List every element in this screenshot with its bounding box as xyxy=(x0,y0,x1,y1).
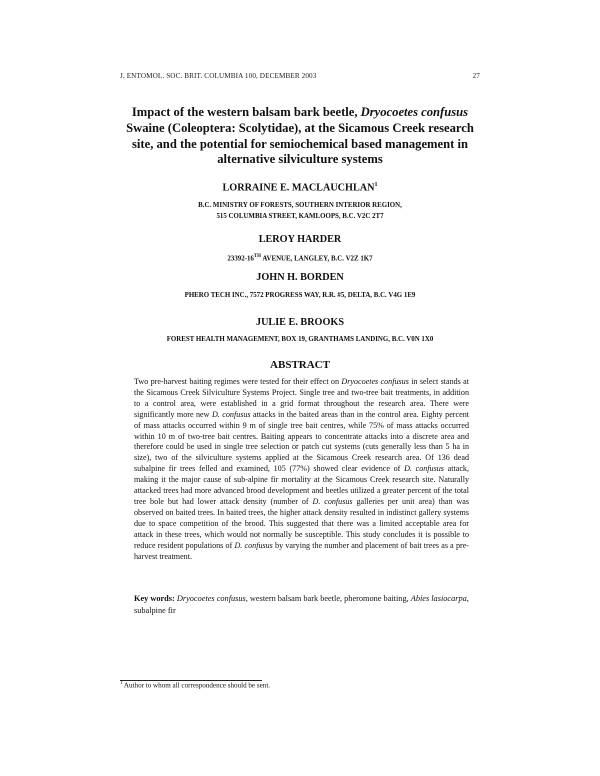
keyword-species: Abies lasiocarpa xyxy=(410,594,467,603)
keyword-species: Dryocoetes confusus xyxy=(176,594,246,603)
keywords: Key words: Dryocoetes confusus, western balsam bark beetle, pheromone baiting, Abies lasiocarpa, subalpine fir xyxy=(134,594,469,615)
author-name: LORRAINE E. MACLAUCHLAN$^1$ xyxy=(222,182,378,194)
author-name: JULIE E. BROOKS xyxy=(255,317,345,328)
title-text-rest: Swaine (Coleoptera: Scolytidae), at the Sicamous Creek research site, and the potential for semiochemical based management in alternative silviculture systems xyxy=(126,120,474,167)
species-name: Dryocoetes confusus xyxy=(341,377,409,386)
footnote: $^1$ Author to whom all correspondence should be sent. xyxy=(120,681,271,690)
footnote-marker: 1 xyxy=(120,681,123,686)
author-affiliation: 23392-16TH AVENUE, LANGLEY, B.C. V2Z 1K7 xyxy=(227,254,373,263)
species-name: D. confusus xyxy=(404,464,444,474)
page-number: 27 xyxy=(472,72,480,80)
author-affiliation: PHERO TECH INC., 7572 PROGRESS WAY, R.R. #5, DELTA, B.C. V4G 1E9 xyxy=(184,292,416,299)
author-name: JOHN H. BORDEN xyxy=(256,272,344,283)
article-title xyxy=(120,105,480,168)
journal-citation: J. ENTOMOL. SOC. BRIT. COLUMBIA 100, DECEMBER 2003 xyxy=(120,72,317,80)
species-name: D. confusus xyxy=(211,409,251,419)
abstract-heading: ABSTRACT xyxy=(270,359,330,371)
title-text: Impact of the western balsam bark beetle, xyxy=(131,105,361,119)
author-name: LEROY HARDER xyxy=(258,234,342,245)
species-name: D. confusus xyxy=(312,496,353,506)
author-affiliation: B.C. MINISTRY OF FORESTS, SOUTHERN INTERIOR REGION, 515 COLUMBIA STREET, KAMLOOPS, B.C. V2C 2T7 xyxy=(198,202,402,220)
title-species: Dryocoetes confusus xyxy=(360,105,469,119)
keywords-label: Key words: xyxy=(134,594,175,603)
abstract-body: Two pre-harvest baiting regimes were tested for their effect on Dryocoetes confusus in select stands at the Sicamous Creek Silviculture Systems Project. Single tree and two-tree bait treatments, in addition to a control area, were established in a grid format throughout the research area. There were significantly more new D. confusus attacks in the baited areas than in the control area. Eighty percent of mass attacks occurred within 9 m of single tree bait centres, while 75% of mass attacks occurred within 10 m of two-tree bait centres. Baiting appears to concentrate attacks into a discrete area and therefore could be used in single tree selection or patch cut systems (cuts generally less than 5 ha in size), two of the silviculture systems applied at the Sicamous Creek research area. Of 136 dead subalpine fir trees felled and examined, 105 (77%) showed clear evidence of D. confusus attack, making it the major cause of sub-alpine fir mortality at the Sicamous Creek research site. Naturally attacked trees had more advanced brood development and beetles utilized a greater percent of the total tree bole but had lower attack density (number of D. confusus galleries per unit area) than was observed on baited trees. In baited trees, the higher attack density resulted in indistinct gallery systems due to space competition of the brood. This suggested that there was a limited acceptable area for attack in these trees, which would not normally be susceptible. This study concludes it is possible to reduce resident populations of D. confusus by varying the number and placement of bait trees as a pre-harvest treatment. xyxy=(134,377,470,561)
running-head xyxy=(120,72,480,80)
species-name: D. confusus xyxy=(234,540,273,550)
author-footnote-marker: 1 xyxy=(374,182,378,188)
author-affiliation: FOREST HEALTH MANAGEMENT, BOX 19, GRANTHAMS LANDING, B.C. V0N 1X0 xyxy=(166,336,434,343)
